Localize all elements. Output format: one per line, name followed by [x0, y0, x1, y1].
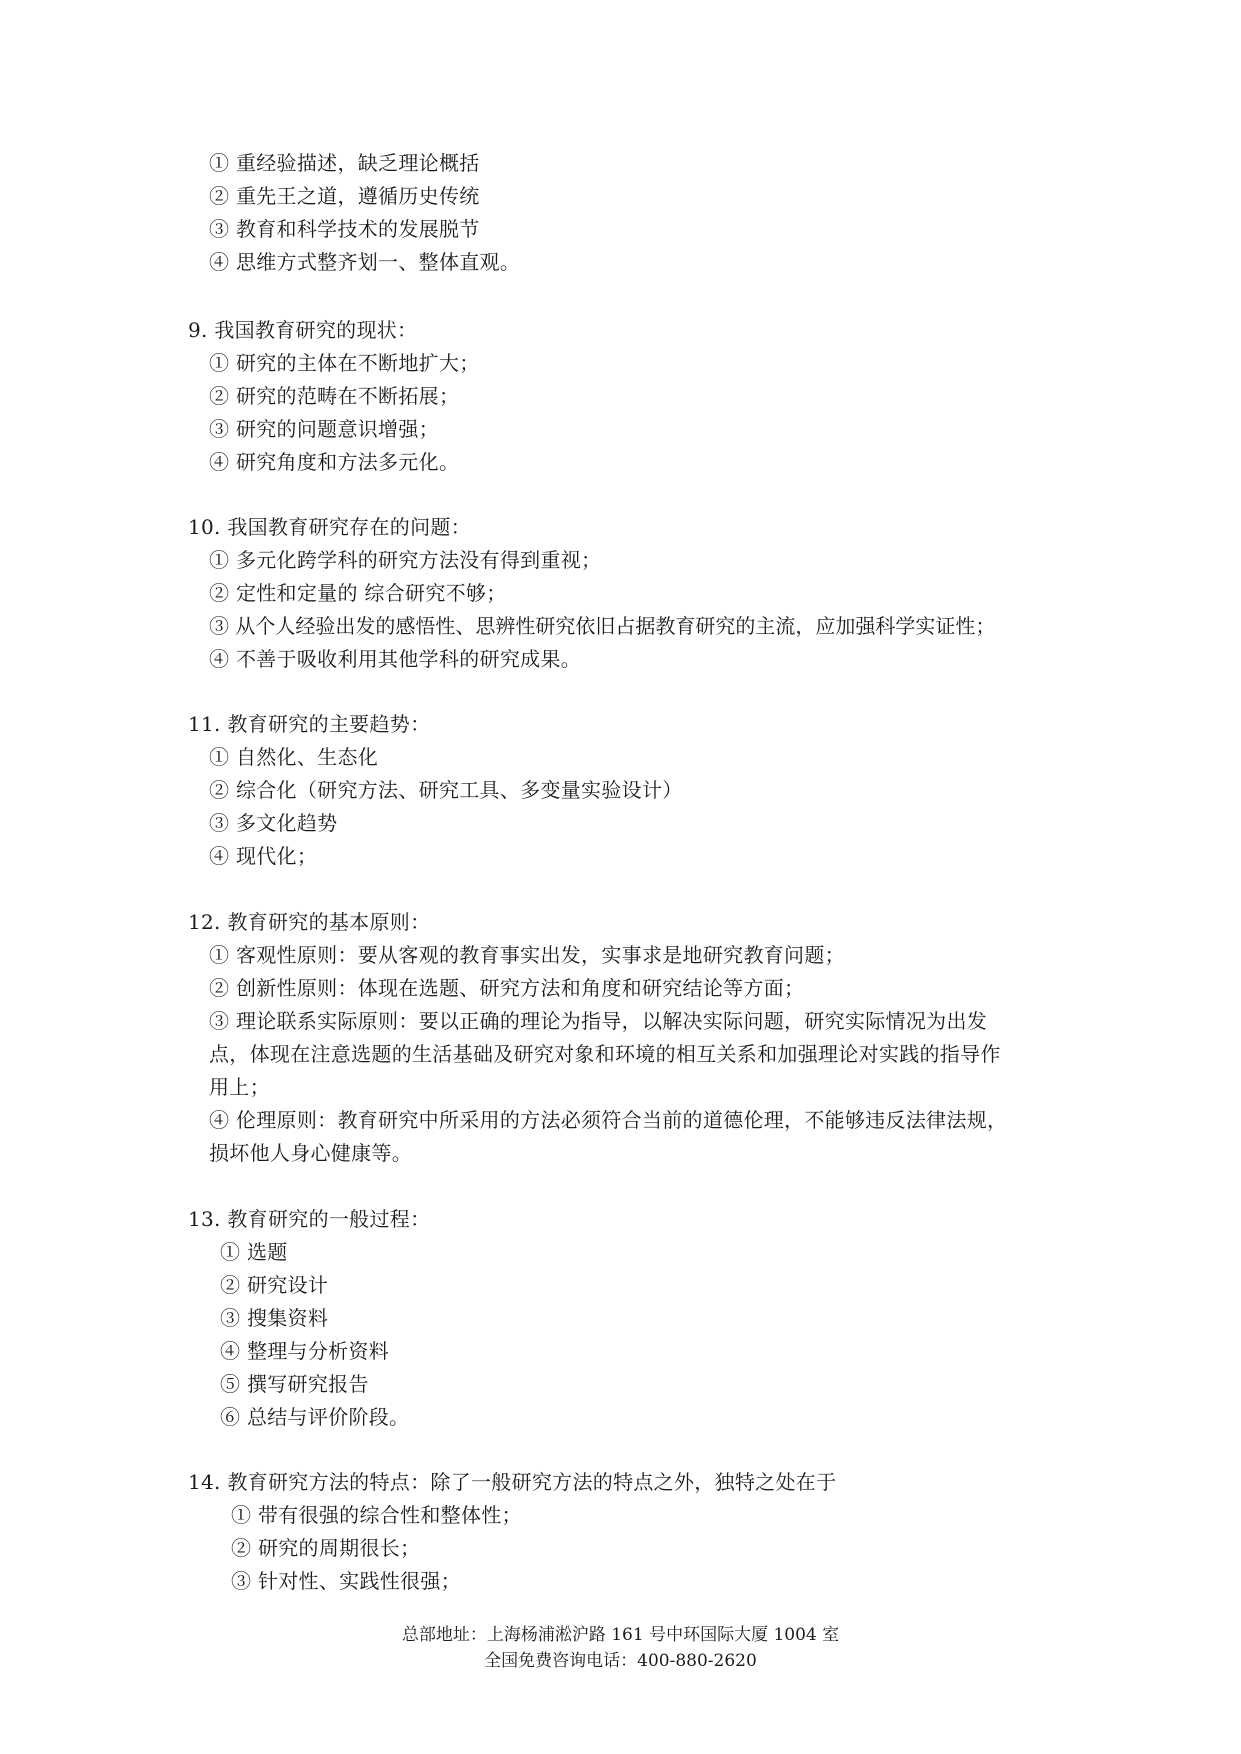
list-item: ⑤ 撰写研究报告 [220, 1372, 369, 1396]
section-heading: 14. 教育研究方法的特点：除了一般研究方法的特点之外，独特之处在于 [188, 1470, 837, 1494]
list-item: ④ 思维方式整齐划一、整体直观。 [209, 250, 521, 274]
list-item: ② 综合化（研究方法、研究工具、多变量实验设计） [209, 778, 683, 802]
section-heading: 13. 教育研究的一般过程： [188, 1207, 431, 1231]
section-heading: 10. 我国教育研究存在的问题： [188, 515, 471, 539]
list-item-continuation: 点，体现在注意选题的生活基础及研究对象和环境的相互关系和加强理论对实践的指导作 [209, 1042, 1001, 1066]
list-item: ② 研究的周期很长； [231, 1536, 421, 1560]
list-item: ① 选题 [220, 1240, 288, 1264]
list-item: ③ 理论联系实际原则：要以正确的理论为指导，以解决实际问题，研究实际情况为出发 [209, 1009, 988, 1033]
list-item: ① 多元化跨学科的研究方法没有得到重视； [209, 548, 602, 572]
section-heading: 11. 教育研究的主要趋势： [188, 712, 431, 736]
list-item: ② 创新性原则：体现在选题、研究方法和角度和研究结论等方面； [209, 976, 805, 1000]
footer-hotline: 全国免费咨询电话：400-880-2620 [484, 1651, 757, 1671]
list-item: ① 研究的主体在不断地扩大； [209, 351, 480, 375]
list-item-continuation: 损坏他人身心健康等。 [209, 1141, 412, 1165]
list-item: ④ 整理与分析资料 [220, 1339, 390, 1363]
list-item: ④ 不善于吸收利用其他学科的研究成果。 [209, 647, 582, 671]
list-item: ② 研究设计 [220, 1273, 329, 1297]
list-item-continuation: 用上； [209, 1075, 270, 1099]
list-item: ④ 研究角度和方法多元化。 [209, 450, 460, 474]
list-item: ② 重先王之道，遵循历史传统 [209, 184, 480, 208]
list-item: ④ 伦理原则：教育研究中所采用的方法必须符合当前的道德伦理，不能够违反法律法规， [209, 1108, 1008, 1132]
list-item: ④ 现代化； [209, 844, 318, 868]
list-item: ① 自然化、生态化 [209, 745, 379, 769]
list-item: ③ 教育和科学技术的发展脱节 [209, 217, 480, 241]
list-item: ⑥ 总结与评价阶段。 [220, 1405, 410, 1429]
list-item: ② 研究的范畴在不断拓展； [209, 384, 460, 408]
list-item: ③ 从个人经验出发的感悟性、思辨性研究依旧占据教育研究的主流，应加强科学实证性； [209, 614, 996, 638]
list-item: ③ 搜集资料 [220, 1306, 329, 1330]
list-item: ③ 针对性、实践性很强； [231, 1569, 461, 1593]
list-item: ③ 研究的问题意识增强； [209, 417, 439, 441]
section-heading: 9. 我国教育研究的现状： [188, 318, 418, 342]
list-item: ③ 多文化趋势 [209, 811, 338, 835]
list-item: ② 定性和定量的 综合研究不够； [209, 581, 507, 605]
footer-address: 总部地址：上海杨浦淞沪路 161 号中环国际大厦 1004 室 [401, 1625, 840, 1645]
list-item: ① 带有很强的综合性和整体性； [231, 1503, 522, 1527]
list-item: ① 客观性原则：要从客观的教育事实出发，实事求是地研究教育问题； [209, 943, 845, 967]
list-item: ① 重经验描述，缺乏理论概括 [209, 151, 480, 175]
section-heading: 12. 教育研究的基本原则： [188, 910, 431, 934]
